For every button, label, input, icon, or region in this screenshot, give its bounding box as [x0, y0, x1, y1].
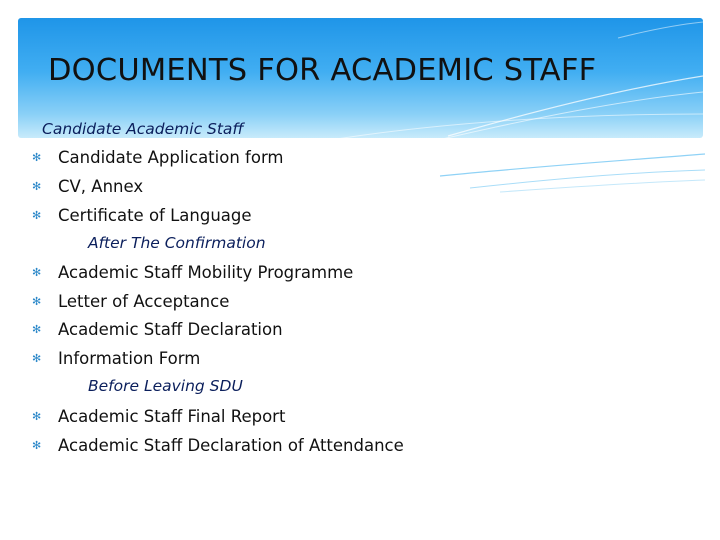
list-item: [32, 147, 284, 167]
asterisk-bullet-icon: ✻: [32, 150, 42, 164]
asterisk-bullet-icon: ✻: [32, 322, 42, 336]
asterisk-bullet-icon: ✻: [32, 265, 42, 279]
asterisk-bullet-icon: ✻: [32, 294, 42, 308]
section-heading-before-leaving: Before Leaving SDU: [88, 377, 243, 395]
list-item-text: Academic Staff Final Report: [58, 406, 286, 426]
list-item: [32, 176, 143, 196]
list-item: [32, 262, 353, 282]
asterisk-bullet-icon: ✻: [32, 409, 42, 423]
list-item-text: Candidate Application form: [58, 147, 284, 167]
list-item: [32, 291, 229, 311]
asterisk-bullet-icon: ✻: [32, 179, 42, 193]
list-item-text: Letter of Acceptance: [58, 291, 230, 311]
asterisk-bullet-icon: ✻: [32, 351, 42, 365]
list-item-text: Academic Staff Declaration: [58, 319, 283, 339]
list-item: [32, 205, 252, 225]
asterisk-bullet-icon: ✻: [32, 208, 42, 222]
list-item: [32, 435, 404, 455]
slide-title: DOCUMENTS FOR ACADEMIC STAFF: [48, 53, 597, 88]
list-item-text: Information Form: [58, 348, 201, 368]
list-item-text: Academic Staff Declaration of Attendance: [58, 435, 404, 455]
section-heading-candidate: Candidate Academic Staff: [42, 120, 244, 138]
section-heading-after-confirmation: After The Confirmation: [88, 234, 266, 252]
list-item-text: CV, Annex: [58, 176, 144, 196]
list-item-text: Certificate of Language: [58, 205, 252, 225]
asterisk-bullet-icon: ✻: [32, 438, 42, 452]
list-item-text: Academic Staff Mobility Programme: [58, 262, 354, 282]
list-item: [32, 348, 200, 368]
list-item: [32, 406, 285, 426]
list-item: [32, 319, 283, 339]
